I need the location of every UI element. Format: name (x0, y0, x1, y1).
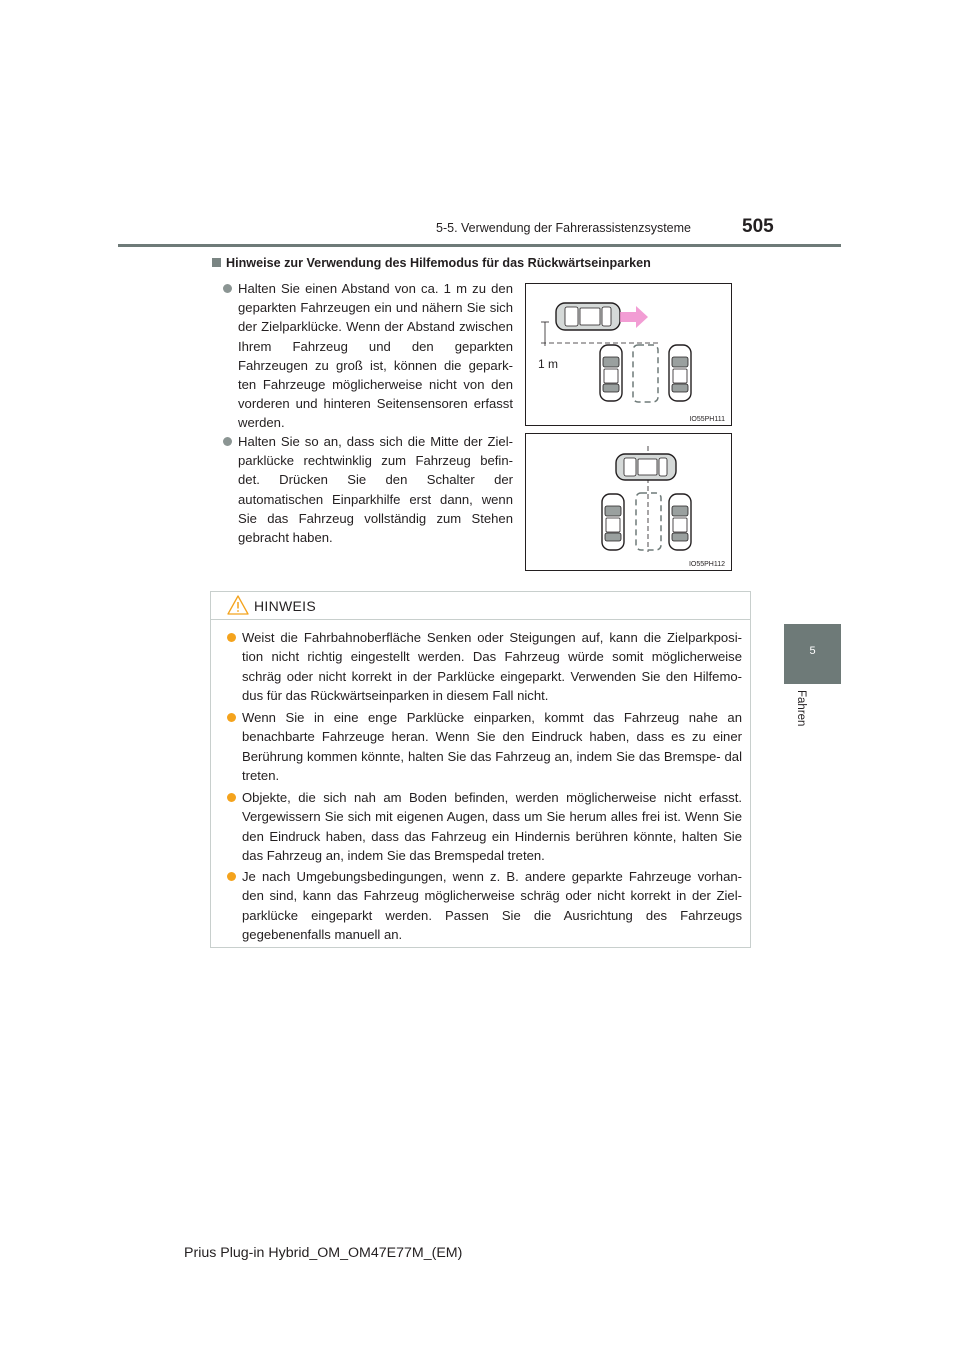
list-item-text: Halten Sie so an, dass sich die Mitte der Ziel- parklücke rechtwinklig zum Fahrzeug befin- det. Drücken Sie den Schalter der automatischen Einparkhilfe erst dann, wenn Sie das Fahrzeug vollständig zum Stehen gebracht haben. (238, 434, 513, 546)
notice-item (242, 788, 742, 865)
chapter-label: Fahren (795, 690, 807, 727)
bullet-icon (227, 872, 236, 881)
notice-title: HINWEIS (254, 598, 316, 614)
notice-item (242, 628, 742, 705)
distance-label: 1 m (538, 357, 559, 371)
notice-item-text: Weist die Fahrbahnoberfläche Senken oder Steigungen auf, kann die Zielparkposi- tion nicht richtig eingestellt werden. Das Fahrzeug würde somit möglicherweise schräg oder nicht korrekt in der Parklücke eingeparkt. Verwenden Sie den Hilfemo- dus für das Rückwärtseinparken in diesem Fall nicht. (242, 630, 742, 703)
list-item-text: Halten Sie einen Abstand von ca. 1 m zu den geparkten Fahrzeugen ein und nähern Sie sich der Zielparklücke. Wenn der Abstand zwischen Ihrem Fahrzeug und den geparkten Fahrzeugen zu groß ist, können die gepark- ten Fahrzeuge möglicherweise nicht von den vorderen und hinteren Seitensensoren erfasst werden. (238, 281, 513, 431)
section-heading (212, 256, 651, 270)
notice-header (211, 592, 750, 620)
bullet-icon (227, 633, 236, 642)
notice-item-text: Wenn Sie in eine enge Parklücke einparken, kommt das Fahrzeug nahe an benachbarte Fahrzeuge heran. Wenn Sie den Eindruck haben, dass es zu einer Berührung kommen könnte, halten Sie das Fahrzeug an, indem Sie das Bremspe- dal treten. (242, 710, 742, 783)
notice-item (242, 867, 742, 944)
bullet-icon (227, 793, 236, 802)
bullet-icon (223, 284, 232, 293)
parking-distance-illustration (526, 284, 731, 425)
page-number: 505 (742, 216, 774, 237)
figure-code: IO55PH111 (689, 416, 725, 423)
parking-stop-illustration (526, 434, 731, 570)
notice-box (210, 591, 751, 948)
parking-stop-figure (525, 433, 732, 571)
warning-triangle-icon (227, 595, 249, 615)
notice-item (242, 708, 742, 785)
chapter-tab (784, 624, 841, 684)
section-title: 5-5. Verwendung der Fahrerassistenzsysteme (436, 221, 691, 235)
notice-item-text: Objekte, die sich nah am Boden befinden, werden möglicherweise nicht erfasst. Vergewissern Sie sich mit eigenen Augen, dass um Sie herum alles frei ist. Wenn Sie den Eindruck haben, dass das Fahrzeug ein Hindernis berühren könnte, halten Sie das Fahrzeug an, indem Sie das Bremspedal treten. (242, 790, 742, 863)
list-item (238, 279, 513, 433)
header-divider (118, 244, 841, 247)
bullet-icon (227, 713, 236, 722)
notice-item-text: Je nach Umgebungsbedingungen, wenn z. B. andere geparkte Fahrzeuge vorhan- den sind, kann das Fahrzeug möglicherweise schräg oder nicht korrekt in der Ziel- parklücke eingeparkt werden. Passen Sie die Ausrichtung des Fahrzeugs gegebenenfalls manuell an. (242, 869, 742, 942)
heading-text: Hinweise zur Verwendung des Hilfemodus für das Rückwärtseinparken (226, 256, 651, 270)
bullet-icon (223, 437, 232, 446)
parking-distance-figure (525, 283, 732, 426)
figure-code: IO55PH112 (688, 561, 725, 568)
list-item (238, 432, 513, 547)
square-bullet-icon (212, 258, 221, 267)
chapter-number: 5 (809, 645, 816, 657)
document-footer: Prius Plug-in Hybrid_OM_OM47E77M_(EM) (184, 1245, 463, 1261)
